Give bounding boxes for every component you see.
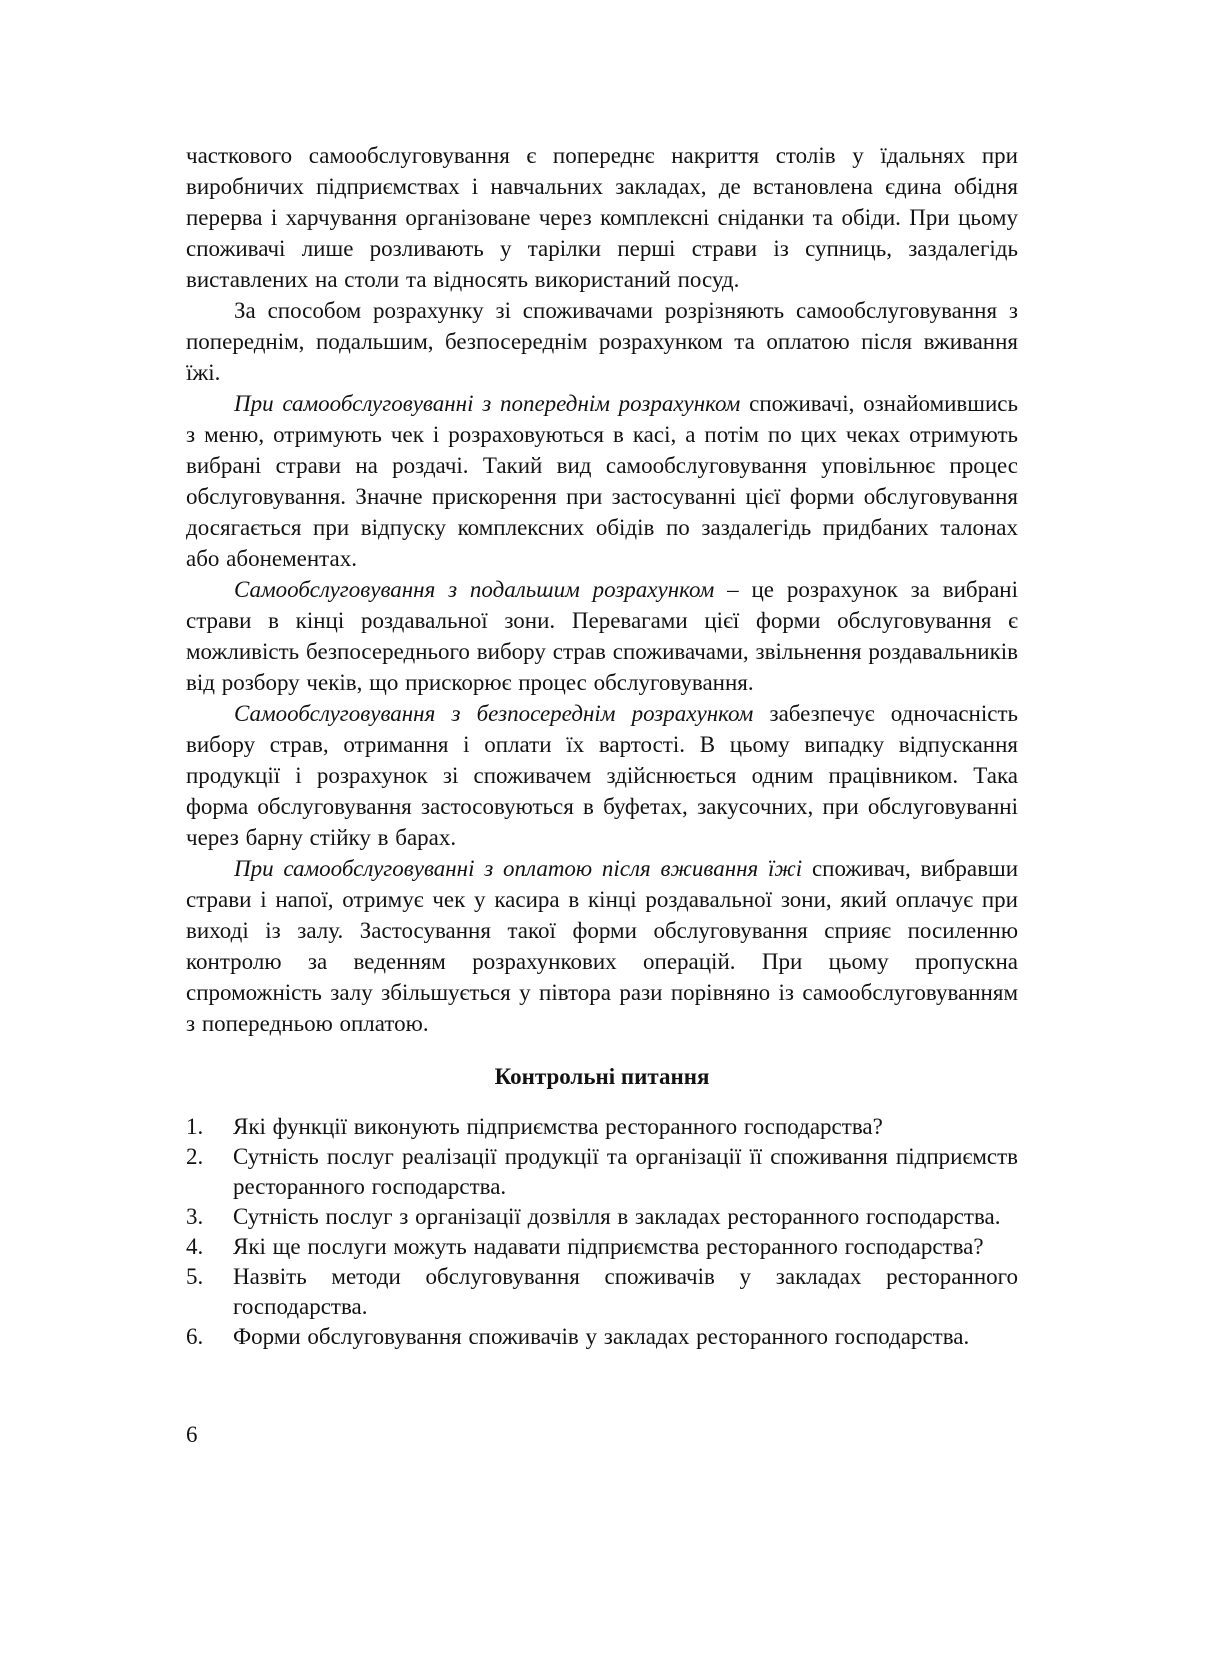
section-heading-control-questions: Контрольні питання [494,1064,710,1089]
list-item [186,1262,1018,1322]
paragraph-lead-italic: При самообслуговуванні з попереднім розрахунком [234,391,741,416]
paragraph-text: За способом розрахунку зі споживачами розрізняють самообслуговування з попереднім, подальшим, безпосереднім розрахунком та оплатою після вживання їжі. [186,298,1018,385]
list-item-text: Які функції виконують підприємства ресторанного господарства? [233,1114,883,1139]
paragraph-direct-payment [186,698,1018,853]
paragraph-lead-italic: Самообслуговування з безпосереднім розрахунком [234,701,754,726]
list-item-number: 4. [186,1234,204,1259]
paragraph-pay-after-meal [186,853,1018,1039]
page-text-block [186,140,1018,1352]
list-item-text: Сутність послуг з організації дозвілля в закладах ресторанного господарства. [233,1204,1001,1229]
page-number: 6 [186,1422,198,1447]
list-item [186,1202,1018,1232]
paragraph-prepayment [186,388,1018,574]
list-item [186,1232,1018,1262]
paragraph-text: часткового самообслуговування є попереднє накриття столів у їдальнях при виробничих підприємствах і навчальних закладах, де встановлена єдина обідня перерва і харчування організоване через комплексні сніданки та обіди. При цьому споживачі лише розливають у тарілки перші страви із супниць, заздалегідь виставлених на столи та відносять використаний посуд. [186,143,1018,292]
paragraph-partial-self-service [186,140,1018,295]
list-item-number: 2. [186,1144,204,1169]
list-item-text: Назвіть методи обслуговування споживачів у закладах ресторанного господарства. [233,1264,1018,1319]
list-item-text: Форми обслуговування споживачів у закладах ресторанного господарства. [233,1324,970,1349]
paragraph-text: споживачі, ознайомившись з меню, отримують чек і розраховуються в касі, а потім по цих чеках отримують вибрані страви на роздачі. Такий вид самообслуговування уповільнює процес обслуговування. Значне прискорення при застосуванні цієї форми обслуговування досягається при відпуску комплексних обідів по заздалегідь придбаних талонах або абонементах. [186,391,1019,571]
paragraph-text: – це розрахунок за вибрані страви в кінці роздавальної зони. Перевагами цієї форми обслуговування є можливість безпосереднього вибору страв споживачами, звільнення роздавальників від розбору чеків, що прискорює процес обслуговування. [186,577,1018,695]
list-item [186,1112,1018,1142]
list-item-number: 5. [186,1264,204,1289]
paragraph-text: споживач, вибравши страви і напої, отримує чек у касира в кінці роздавальної зони, який оплачує при виході із залу. Застосування такої форми обслуговування сприяє посиленню контролю за веденням розрахункових операцій. При цьому пропускна спроможність залу збільшується у півтора рази порівняно із самообслуговуванням з попередньою оплатою. [186,856,1019,1036]
questions-list [186,1112,1018,1352]
list-item [186,1322,1018,1352]
list-item [186,1142,1018,1202]
list-item-number: 3. [186,1204,204,1229]
paragraph-lead-italic: При самообслуговуванні з оплатою після вживання їжі [234,856,803,881]
list-item-number: 6. [186,1324,204,1349]
list-item-number: 1. [186,1114,204,1139]
list-item-text: Які ще послуги можуть надавати підприємства ресторанного господарства? [233,1234,984,1259]
paragraph-text: забезпечує одночасність вибору страв, отримання і оплати їх вартості. В цьому випадку відпускання продукції і розрахунок зі споживачем здійснюється одним працівником. Така форма обслуговування застосовуються в буфетах, закусочних, при обслуговуванні через барну стійку в барах. [186,701,1018,850]
paragraph-postpayment [186,574,1018,698]
paragraph-payment-methods [186,295,1018,388]
paragraph-lead-italic: Самообслуговування з подальшим розрахунком [234,577,715,602]
list-item-text: Сутність послуг реалізації продукції та організації її споживання підприємств ресторанного господарства. [233,1144,1018,1199]
